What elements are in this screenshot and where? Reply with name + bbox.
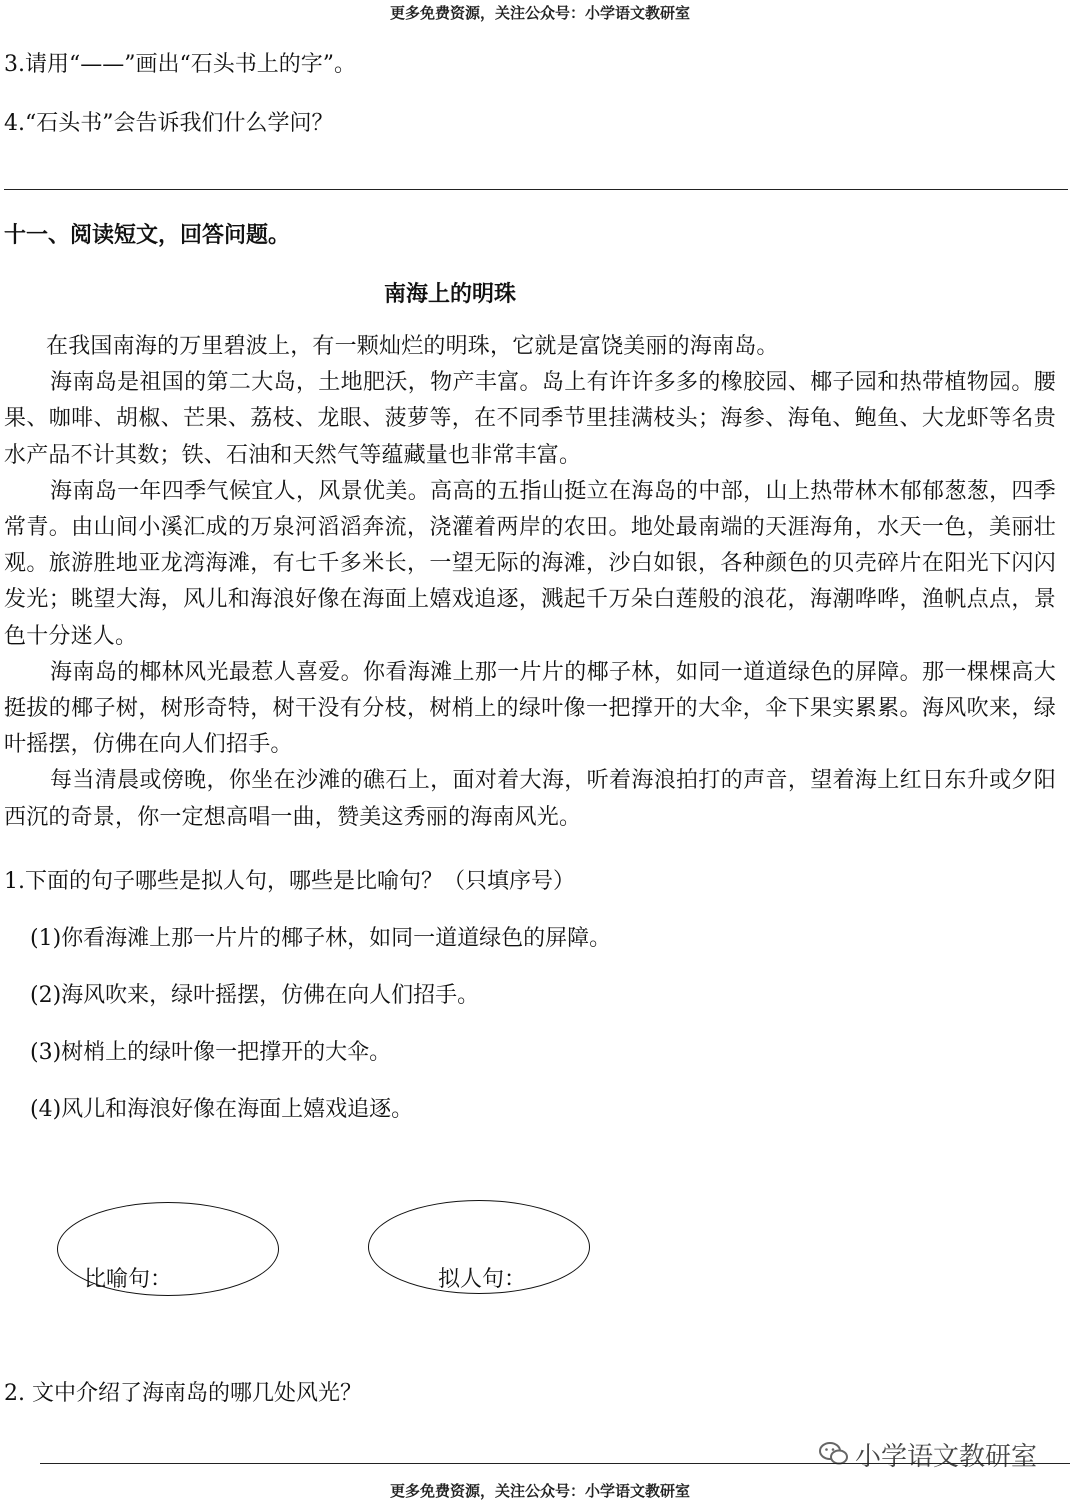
page-header: 更多免费资源，关注公众号：小学语文教研室: [389, 4, 690, 22]
sentence-item: (4)风儿和海浪好像在海面上嬉戏追逐。: [30, 1097, 414, 1122]
passage-paragraph: 海南岛的椰林风光最惹人喜爱。你看海滩上那一片片的椰子林，如同一道道绿色的屏障。那一棵棵高大挺拔的椰子树，树形奇特，树干没有分枝，树梢上的绿叶像一把撑开的大伞，伞下果实累累。海风吹来，绿叶摇摆，仿佛在向人们招手。: [4, 659, 1056, 758]
passage-paragraph: 海南岛是祖国的第二大岛，土地肥沃，物产丰富。岛上有许许多多的橡胶园、椰子园和热带植物园。腰果、咖啡、胡椒、芒果、荔枝、龙眼、菠萝等，在不同季节里挂满枝头；海参、海龟、鲍鱼、大龙虾等名贵水产品不计其数；铁、石油和天然气等蕴藏量也非常丰富。: [4, 370, 1056, 468]
question-1-prompt: 1.下面的句子哪些是拟人句，哪些是比喻句？（只填序号）: [4, 869, 575, 894]
reading-passage: [4, 329, 1056, 836]
question-2-prompt: 2. 文中介绍了海南岛的哪几处风光？: [4, 1381, 362, 1406]
question-4: 4.“石头书”会告诉我们什么学问？: [4, 111, 334, 136]
answer-line: [40, 1463, 1070, 1464]
passage-paragraph: 海南岛一年四季气候宜人，风景优美。高高的五指山挺立在海岛的中部，山上热带林木郁郁葱葱，四季常青。由山间小溪汇成的万泉河滔滔奔流，浇灌着两岸的农田。地处最南端的天涯海角，水天一色，美丽壮观。旅游胜地亚龙湾海滩，有七千多米长，一望无际的海滩，沙白如银，各种颜色的贝壳碎片在阳光下闪闪发光；眺望大海，风儿和海浪好像在海面上嬉戏追逐，溅起千万朵白莲般的浪花，海潮哗哗，渔帆点点，景色十分迷人。: [4, 478, 1056, 649]
article-title: 南海上的明珠: [383, 282, 516, 307]
passage-paragraph: 每当清晨或傍晚，你坐在沙滩的礁石上，面对着大海，听着海浪拍打的声音，望着海上红日东升或夕阳西沉的奇景，你一定想高唱一曲，赞美这秀丽的海南风光。: [4, 768, 1056, 830]
sentence-item: (1)你看海滩上那一片片的椰子林，如同一道道绿色的屏障。: [30, 926, 612, 951]
watermark-text: 小学语文教研室: [855, 1442, 1038, 1472]
passage-paragraph: 在我国南海的万里碧波上，有一颗灿烂的明珠，它就是富饶美丽的海南岛。: [46, 334, 779, 359]
page-footer: 更多免费资源，关注公众号：小学语文教研室: [389, 1482, 690, 1500]
sentence-item: (2)海风吹来，绿叶摇摆，仿佛在向人们招手。: [30, 983, 480, 1008]
sentence-item: (3)树梢上的绿叶像一把撑开的大伞。: [30, 1040, 392, 1065]
answer-line: [4, 189, 1068, 190]
question-3: 3.请用“——”画出“石头书上的字”。: [4, 52, 356, 77]
personification-label: 拟人句：: [438, 1267, 527, 1292]
section-title: 十一、阅读短文，回答问题。: [4, 223, 291, 248]
metaphor-label: 比喻句：: [84, 1267, 173, 1292]
